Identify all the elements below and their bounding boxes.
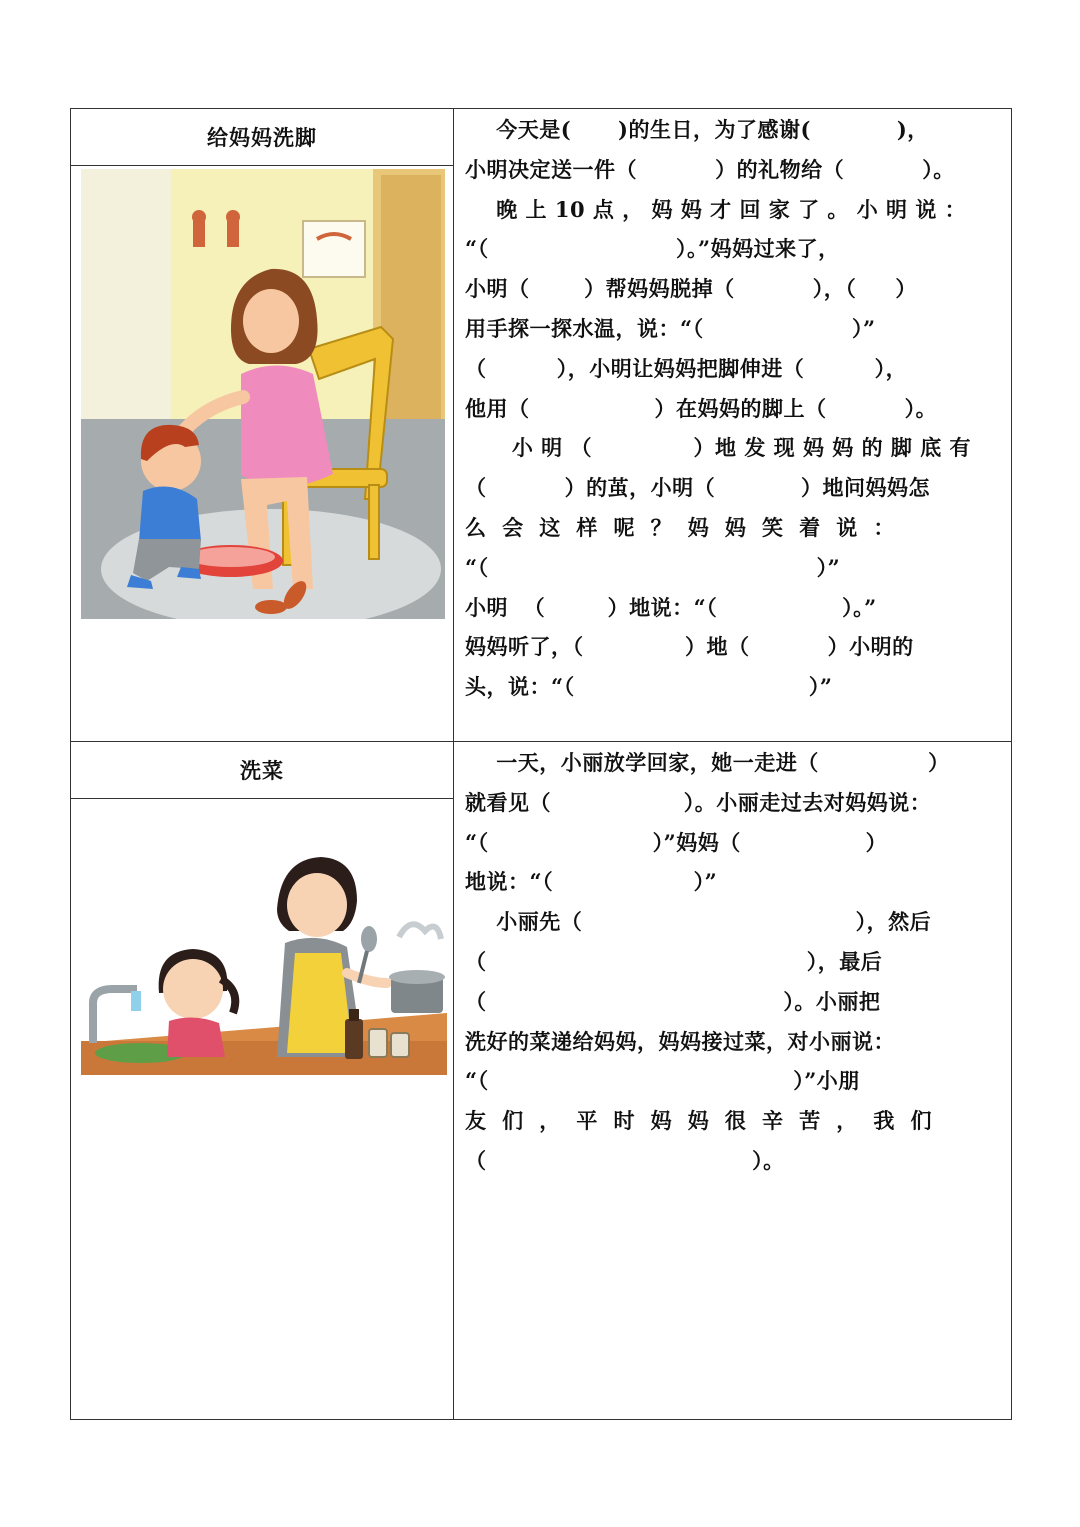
story-line: 就看见（ ）。小丽走过去对妈妈说： xyxy=(465,789,932,815)
story-line: 晚 上 10 点 ， 妈 妈 才 回 家 了 。 小 明 说 ： xyxy=(465,196,967,222)
wash-vegetables-story xyxy=(465,743,1003,1181)
title-divider xyxy=(71,165,453,166)
column-divider xyxy=(453,109,454,1419)
title-divider xyxy=(71,798,453,799)
story-line: 头，说：“（ ）” xyxy=(465,674,833,700)
story-line: （ ）。 xyxy=(465,1147,785,1173)
story-line: 妈妈听了，（ ）地（ ）小明的 xyxy=(465,634,914,660)
story-line: 地说：“（ ）” xyxy=(465,869,718,895)
story-line: 他用（ ）在妈妈的脚上（ ）。 xyxy=(465,395,938,421)
story-line: 小丽先（ ），然后 xyxy=(465,909,932,935)
story-line: “（ ）” xyxy=(465,554,841,580)
section-title-wash-feet: 给妈妈洗脚 xyxy=(207,125,317,150)
wash-feet-illustration xyxy=(81,169,445,619)
story-line: 一天，小丽放学回家，她一走进（ ） xyxy=(465,750,950,775)
story-line: （ ）。小丽把 xyxy=(465,988,881,1014)
story-line: 洗好的菜递给妈妈，妈妈接过菜，对小丽说： xyxy=(465,1028,895,1054)
story-line: 用手探一探水温，说：“（ ）” xyxy=(465,315,876,341)
story-line: （ ），小明让妈妈把脚伸进（ ）， xyxy=(465,355,908,381)
story-line: 小明决定送一件（ ）的礼物给（ ）。 xyxy=(465,156,955,182)
story-line: “（ ）”小朋 xyxy=(465,1068,860,1094)
wash-feet-story xyxy=(465,110,1003,707)
story-line: 么 会 这 样 呢 ？ 妈 妈 笑 着 说 ： xyxy=(465,514,895,540)
story-line: 小明 （ ）地说：“（ ）。” xyxy=(465,594,877,620)
story-line: （ ），最后 xyxy=(465,948,883,974)
story-line: 友 们 ， 平 时 妈 妈 很 辛 苦 ， 我 们 xyxy=(465,1108,932,1134)
wash-vegetables-illustration xyxy=(81,843,447,1075)
story-line: “（ ）”妈妈（ ） xyxy=(465,829,888,855)
story-line: 今天是( )的生日，为了感谢( )， xyxy=(465,117,929,142)
story-line: （ ）的茧，小明（ ）地问妈妈怎 xyxy=(465,475,931,501)
worksheet-table xyxy=(70,108,1012,1420)
story-line: 小 明 （ ）地 发 现 妈 妈 的 脚 底 有 xyxy=(465,435,972,461)
section-title-wash-vegetables: 洗菜 xyxy=(240,758,284,783)
story-line: 小明（ ）帮妈妈脱掉（ ），（ ） xyxy=(465,276,917,302)
story-line: “（ ）。”妈妈过来了， xyxy=(465,236,840,262)
